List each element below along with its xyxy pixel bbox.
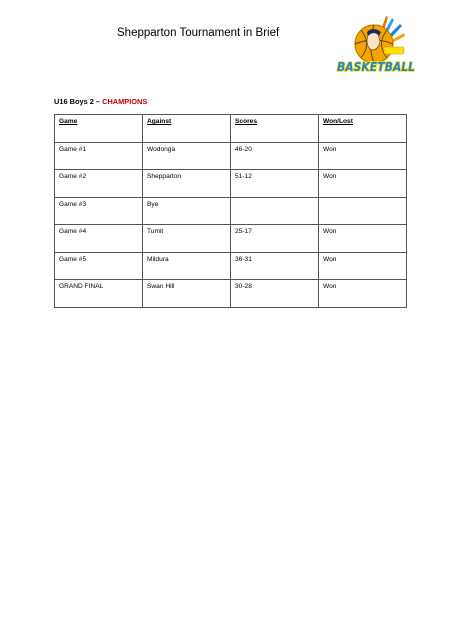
column-header-against: Against xyxy=(143,115,231,143)
game-cell: Game #4 xyxy=(55,225,143,253)
champions-status: CHAMPIONS xyxy=(102,97,148,106)
team-name: U16 Boys 2 xyxy=(54,97,94,106)
against-cell: Mildura xyxy=(143,252,231,280)
column-header-won-lost: Won/Lost xyxy=(319,115,407,143)
table-row xyxy=(55,280,407,308)
against-cell: Shepparton xyxy=(143,170,231,198)
result-cell: Won xyxy=(319,170,407,198)
score-cell: 25-17 xyxy=(231,225,319,253)
table-row xyxy=(55,142,407,170)
game-cell: GRAND FINAL xyxy=(55,280,143,308)
basketball-logo-icon xyxy=(334,14,418,80)
column-header-game: Game xyxy=(55,115,143,143)
result-cell: Won xyxy=(319,142,407,170)
table-row xyxy=(55,170,407,198)
heading-separator: – xyxy=(95,97,101,106)
result-cell: Won xyxy=(319,280,407,308)
table-row xyxy=(55,197,407,225)
game-cell: Game #5 xyxy=(55,252,143,280)
basketball-logo xyxy=(334,14,418,80)
against-cell: Bye xyxy=(143,197,231,225)
score-cell: 51-12 xyxy=(231,170,319,198)
game-cell: Game #2 xyxy=(55,170,143,198)
table-row xyxy=(55,252,407,280)
score-cell: 30-28 xyxy=(231,280,319,308)
game-cell: Game #3 xyxy=(55,197,143,225)
score-cell: 46-20 xyxy=(231,142,319,170)
against-cell: Wodonga xyxy=(143,142,231,170)
against-cell: Tumit xyxy=(143,225,231,253)
column-header-scores: Scores xyxy=(231,115,319,143)
score-cell: 36-31 xyxy=(231,252,319,280)
result-cell: Won xyxy=(319,252,407,280)
results-table xyxy=(54,114,407,308)
page-title: Shepparton Tournament in Brief xyxy=(117,27,280,39)
table-row xyxy=(55,225,407,253)
score-cell xyxy=(231,197,319,225)
game-cell: Game #1 xyxy=(55,142,143,170)
table-header-row xyxy=(55,115,407,143)
logo-wordmark: BASKETBALL xyxy=(337,59,416,74)
against-cell: Swan Hill xyxy=(143,280,231,308)
result-cell xyxy=(319,197,407,225)
section-heading xyxy=(54,97,147,106)
result-cell: Won xyxy=(319,225,407,253)
